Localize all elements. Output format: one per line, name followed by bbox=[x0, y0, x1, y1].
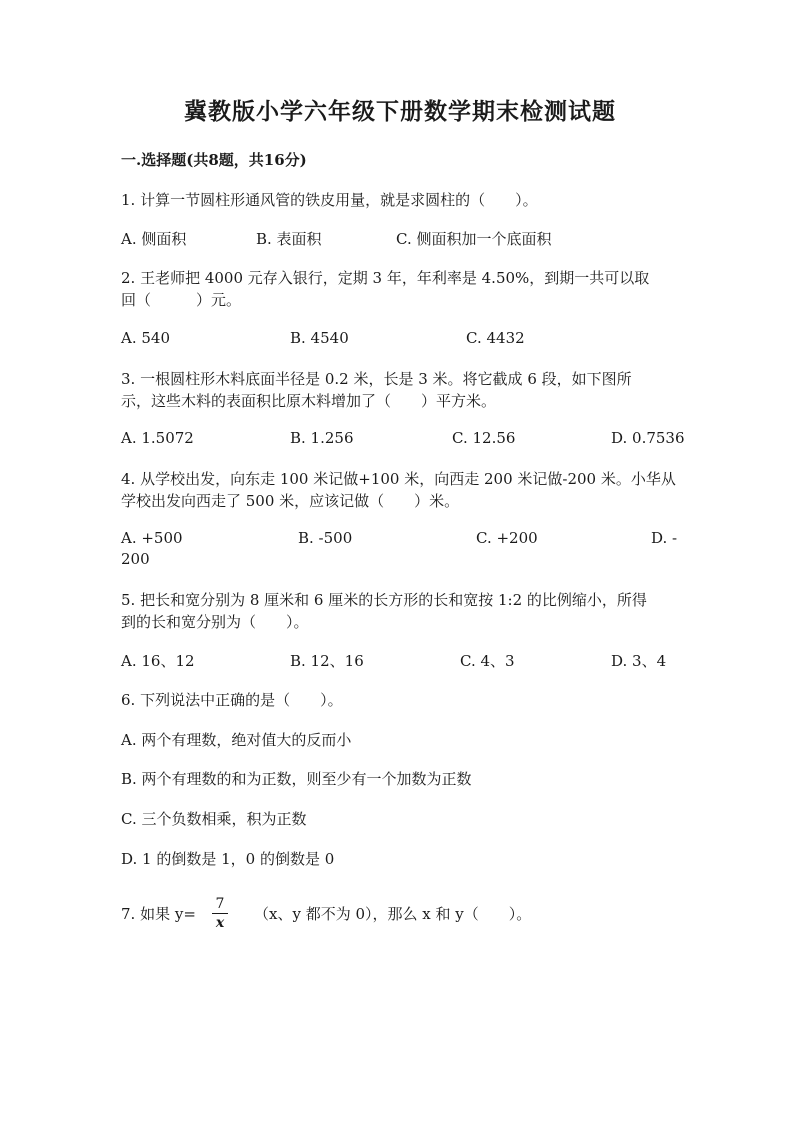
question-3-option-b: B. 1.256 bbox=[290, 429, 354, 447]
question-5-option-c: C. 4、3 bbox=[460, 652, 515, 670]
question-1-option-b: B. 表面积 bbox=[256, 230, 322, 248]
question-5-text-line-1: 5. 把长和宽分别为 8 厘米和 6 厘米的长方形的长和宽按 1:2 的比例缩小，所得 bbox=[121, 591, 647, 609]
page-title: 冀教版小学六年级下册数学期末检测试题 bbox=[184, 98, 616, 125]
question-5-text-line-2: 到的长和宽分别为（ ）。 bbox=[121, 613, 309, 631]
question-1-text: 1. 计算一节圆柱形通风管的铁皮用量，就是求圆柱的（ ）。 bbox=[121, 191, 538, 209]
question-7-text-end: （x、y 都不为 0），那么 x 和 y（ ）。 bbox=[254, 905, 532, 923]
question-4-option-d: D. - bbox=[651, 529, 678, 547]
question-6-option-b: B. 两个有理数的和为正数，则至少有一个加数为正数 bbox=[121, 770, 472, 788]
question-2-option-a: A. 540 bbox=[121, 329, 170, 347]
question-4-text-line-2: 学校出发向西走了 500 米，应该记做（ ）米。 bbox=[121, 492, 460, 510]
section-heading: 一.选择题(共8题，共16分) bbox=[121, 151, 307, 169]
question-5-option-a: A. 16、12 bbox=[121, 652, 195, 670]
question-4-option-b: B. -500 bbox=[298, 529, 353, 547]
question-1-option-c: C. 侧面积加一个底面积 bbox=[396, 230, 552, 248]
question-4-option-c: C. +200 bbox=[476, 529, 538, 547]
fraction-denominator: x bbox=[215, 915, 225, 931]
question-6-option-c: C. 三个负数相乘，积为正数 bbox=[121, 810, 307, 828]
question-2-text-line-1: 2. 王老师把 4000 元存入银行，定期 3 年，年利率是 4.50%，到期一共可以取 bbox=[121, 269, 650, 287]
question-7-text-start: 7. 如果 y= bbox=[121, 905, 196, 923]
question-3-text-line-1: 3. 一根圆柱形木料底面半径是 0.2 米，长是 3 米。将它截成 6 段，如下图所 bbox=[121, 370, 632, 388]
fraction-seven-over-x bbox=[212, 896, 228, 931]
question-4-option-a: A. +500 bbox=[121, 529, 183, 547]
question-3-option-c: C. 12.56 bbox=[452, 429, 516, 447]
question-5-option-d: D. 3、4 bbox=[611, 652, 667, 670]
question-6-option-d: D. 1 的倒数是 1，0 的倒数是 0 bbox=[121, 850, 335, 868]
question-1-option-a: A. 侧面积 bbox=[121, 230, 187, 248]
question-6-option-a: A. 两个有理数，绝对值大的反而小 bbox=[121, 731, 352, 749]
question-2-option-c: C. 4432 bbox=[466, 329, 525, 347]
question-6-text: 6. 下列说法中正确的是（ ）。 bbox=[121, 691, 343, 709]
question-3-option-a: A. 1.5072 bbox=[121, 429, 194, 447]
question-2-option-b: B. 4540 bbox=[290, 329, 349, 347]
question-4-text-line-1: 4. 从学校出发，向东走 100 米记做+100 米，向西走 200 米记做-200 米。小华从 bbox=[121, 470, 676, 488]
fraction-numerator: 7 bbox=[212, 896, 228, 914]
question-3-text-line-2: 示，这些木料的表面积比原木料增加了（ ）平方米。 bbox=[121, 392, 497, 410]
question-3-option-d: D. 0.7536 bbox=[611, 429, 685, 447]
question-5-option-b: B. 12、16 bbox=[290, 652, 364, 670]
question-4-option-d-wrap: 200 bbox=[121, 550, 150, 568]
question-2-text-line-2: 回（ ）元。 bbox=[121, 291, 242, 309]
